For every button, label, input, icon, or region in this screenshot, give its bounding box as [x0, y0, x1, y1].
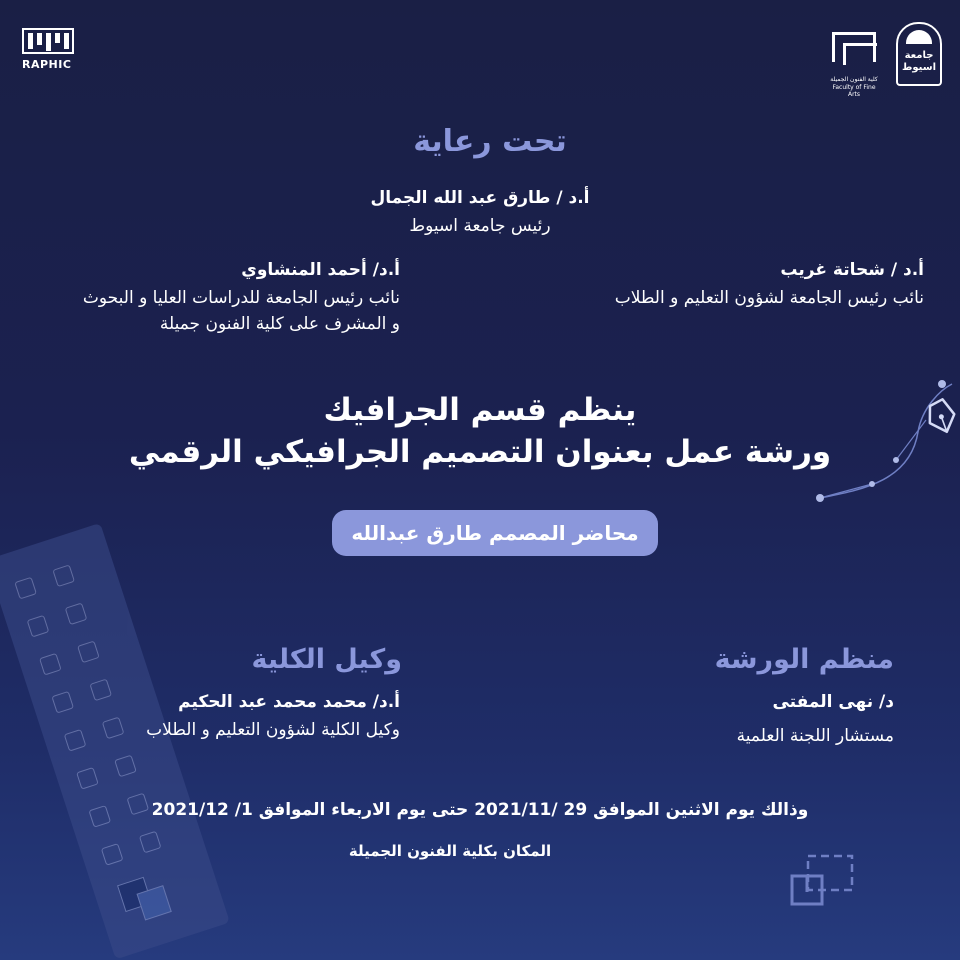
lecturer-badge: محاضر المصمم طارق عبدالله — [332, 510, 658, 556]
vp2-role-line2: و المشرف على كلية الفنون جميلة — [159, 314, 400, 334]
organizer-role: مستشار اللجنة العلمية — [736, 726, 894, 746]
faculty-logo-arabic: كلية الفنون الجميلة — [830, 76, 878, 83]
artboard-icon — [788, 852, 858, 912]
faculty-logo-mark — [832, 32, 876, 62]
vp1-role: نائب رئيس الجامعة لشؤون التعليم و الطلاب — [614, 288, 924, 308]
vice-dean-role: وكيل الكلية لشؤون التعليم و الطلاب — [146, 720, 400, 740]
headline-line1: ينظم قسم الجرافيك — [323, 392, 637, 428]
vice-dean-name: أ.د/ محمد محمد عبد الحكيم — [178, 692, 400, 712]
workshop-venue: المكان بكلية الفنون الجميلة — [348, 842, 552, 860]
vp2-name: أ.د/ أحمد المنشاوي — [241, 260, 400, 280]
organizer-title: منظم الورشة — [714, 644, 894, 675]
vp2-role-line1: نائب رئيس الجامعة للدراسات العليا و البحوث — [82, 288, 400, 308]
faculty-logo-english: Faculty of Fine Arts — [832, 84, 876, 98]
headline-line2: ورشة عمل بعنوان التصميم الجرافيكي الرقمي — [128, 434, 832, 470]
sponsorship-title: تحت رعاية — [413, 124, 567, 159]
faculty-of-fine-arts-logo — [826, 30, 882, 98]
assiut-university-logo — [896, 22, 942, 86]
vp1-name: أ.د / شحاتة غريب — [780, 260, 924, 280]
organizer-name: د/ نهى المفتى — [772, 692, 894, 712]
university-logo-name: جامعة اسيوط — [902, 50, 936, 73]
president-name: أ.د / طارق عبد الله الجمال — [370, 188, 590, 208]
vice-dean-title: وكيل الكلية — [251, 644, 402, 675]
graphic-logo-word: RAPHIC — [22, 58, 72, 71]
graphic-logo-mark — [22, 28, 74, 54]
workshop-dates: وذالك يوم الاثنين الموافق 29 /2021/11 حتى يوم الاربعاء الموافق 1/ 2021/12 — [151, 800, 809, 820]
university-logo-sun — [906, 30, 932, 44]
graphic-department-logo — [22, 28, 74, 72]
president-role: رئيس جامعة اسيوط — [409, 216, 551, 236]
